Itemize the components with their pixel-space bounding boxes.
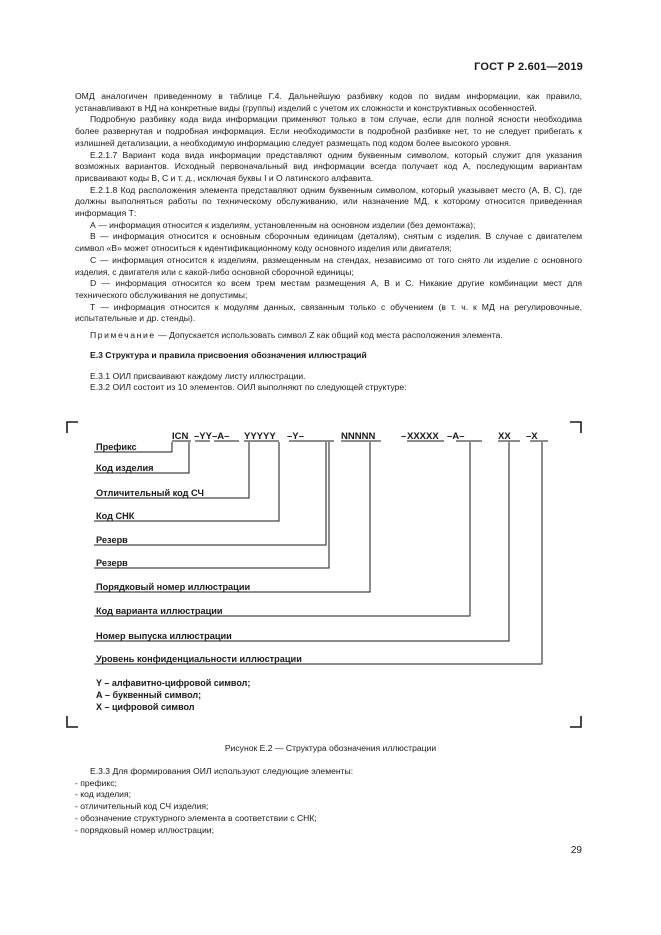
label-illustration-variant: Код варианта иллюстрации xyxy=(96,606,223,616)
leader-reserve-2 xyxy=(94,442,329,568)
list-item-a: А — информация относится к изделиям, установленным на основном изделии (без демонтажа); xyxy=(90,219,476,230)
note xyxy=(75,330,582,342)
leader-snk xyxy=(94,442,279,521)
label-sch-code: Отличительный код СЧ xyxy=(96,488,204,498)
figure-legend xyxy=(96,678,250,712)
list-item-d: D — информация относится ко всем трем местам размещения А, В и С. Никакие другие комбинации мест для технического обслуживания не допустимы; xyxy=(75,278,582,300)
clause-e-2-1-7: Е.2.1.7 Вариант кода вида информации представляют одним буквенным символом, который служит для указания возможных вариантов. Исходный первоначальный вид информации всегда получает код А, последующим вариантам присваивают коды В, С и т. д., исключая буквы I и О латинского алфавита. xyxy=(75,149,582,183)
code-part-issue: XX xyxy=(498,431,511,442)
list-item: - код изделия; xyxy=(75,789,132,800)
code-part-icn: ICN xyxy=(172,431,189,442)
field-labels xyxy=(96,442,302,664)
label-snk-code: Код СНК xyxy=(96,511,135,521)
code-part-number: NNNNN xyxy=(341,431,376,442)
section-title: Е.3 Структура и правила присвоения обозначения иллюстраций xyxy=(90,350,367,361)
list-item: - префикс; xyxy=(75,777,117,788)
frame-corner-top-left xyxy=(67,422,78,433)
label-product-code: Код изделия xyxy=(96,463,154,473)
paragraph-1: ОМД аналогичен приведенному в таблице Г.4. Дальнейшую разбивку кодов по видам информации, как правило, устанавливают в НД на конкретные виды (группы) изделий с учетом их сложности и конструктивных особенностей. xyxy=(75,91,582,113)
clause-e-3-3: Е.3.3 Для формирования ОИЛ используют следующие элементы: xyxy=(90,766,354,776)
note-text: — Допускается использовать символ Z как общий код места расположения элемента. xyxy=(155,330,503,341)
frame-corner-bottom-left xyxy=(67,716,78,727)
code-part-product: –YY–A– xyxy=(194,431,230,442)
label-reserve-2: Резерв xyxy=(96,558,128,568)
figure-structure xyxy=(64,419,584,735)
label-reserve-1: Резерв xyxy=(96,535,128,545)
list-item-t: Т — информация относится к модулям данных, связанным только с обучением (в т. ч. к МД на регулировочные, испытательные и др. стенды). xyxy=(75,301,582,324)
page-number: 29 xyxy=(570,845,582,856)
legend-y: Y – алфавитно-цифровой символ; xyxy=(96,678,251,688)
main-text xyxy=(75,91,582,394)
list-item: - обозначение структурного элемента в соответствии с СНК; xyxy=(75,812,317,823)
figure-caption: Рисунок Е.2 — Структура обозначения иллюстрации xyxy=(224,743,437,753)
clause-e-3-2: Е.3.2 ОИЛ состоит из 10 элементов. ОИЛ выполняют по следующей структуре: xyxy=(90,382,407,393)
list-item: - отличительный код СЧ изделия; xyxy=(75,801,209,812)
label-prefix: Префикс xyxy=(96,442,137,452)
label-illustration-number: Порядковый номер иллюстрации xyxy=(96,582,251,592)
code-part-variant: XXXXX xyxy=(407,431,439,442)
figure-svg xyxy=(64,419,584,735)
list-item: - порядковый номер иллюстрации; xyxy=(75,824,214,835)
frame-corner-bottom-right xyxy=(570,716,581,727)
code-part-sch: YYYYY xyxy=(244,431,276,442)
legend-a: А – буквенный символ; xyxy=(96,690,202,700)
label-confidentiality: Уровень конфиденциальности иллюстрации xyxy=(96,654,302,664)
clause-e-2-1-8: Е.2.1.8 Код расположения элемента представляют одним буквенным символом, который указывает место (А, В, С), где должны выполняться работы по техническому обслуживанию, или назначение МД, к которому относится приведенная информация Т: xyxy=(75,184,582,219)
paragraph-2: Подробную разбивку кода вида информации применяют только в том случае, если для полной ясности необходима более развернутая и подробная информация. Если необходимости в подробной разбивке нет, то не следует прибегать к излишней детализации, а необходимую информацию следует размещать под кодом более высокого уровня. xyxy=(75,114,582,148)
note-label: Примечание xyxy=(90,330,156,341)
code-line xyxy=(172,431,538,442)
code-part-x: –X xyxy=(526,431,538,442)
code-part-a: –A– xyxy=(447,431,465,442)
document-header: ГОСТ Р 2.601—2019 xyxy=(474,61,583,73)
list-item-c: С — информация относится к изделиям, размещенным на стендах, независимо от того снято ли изделие с основного изделия, с двигателя или с какой-либо основной сборочной единицы; xyxy=(75,254,582,277)
code-part-sep: – xyxy=(401,431,407,442)
list-item-b: В — информация относится к основным сборочным единицам (деталям), снятым с изделия. В случае с двигателем символ «В» может относиться к идентификационному коду основного изделия или двигателя; xyxy=(75,231,582,254)
code-part-snk: –Y– xyxy=(287,431,304,442)
frame-corner-top-right xyxy=(570,422,581,433)
label-issue-number: Номер выпуска иллюстрации xyxy=(96,631,232,641)
section-e-3-3 xyxy=(75,766,582,836)
clause-e-3-1: Е.3.1 ОИЛ присваивают каждому листу иллюстрации. xyxy=(90,370,306,381)
legend-x: Х – цифровой символ xyxy=(96,702,195,712)
